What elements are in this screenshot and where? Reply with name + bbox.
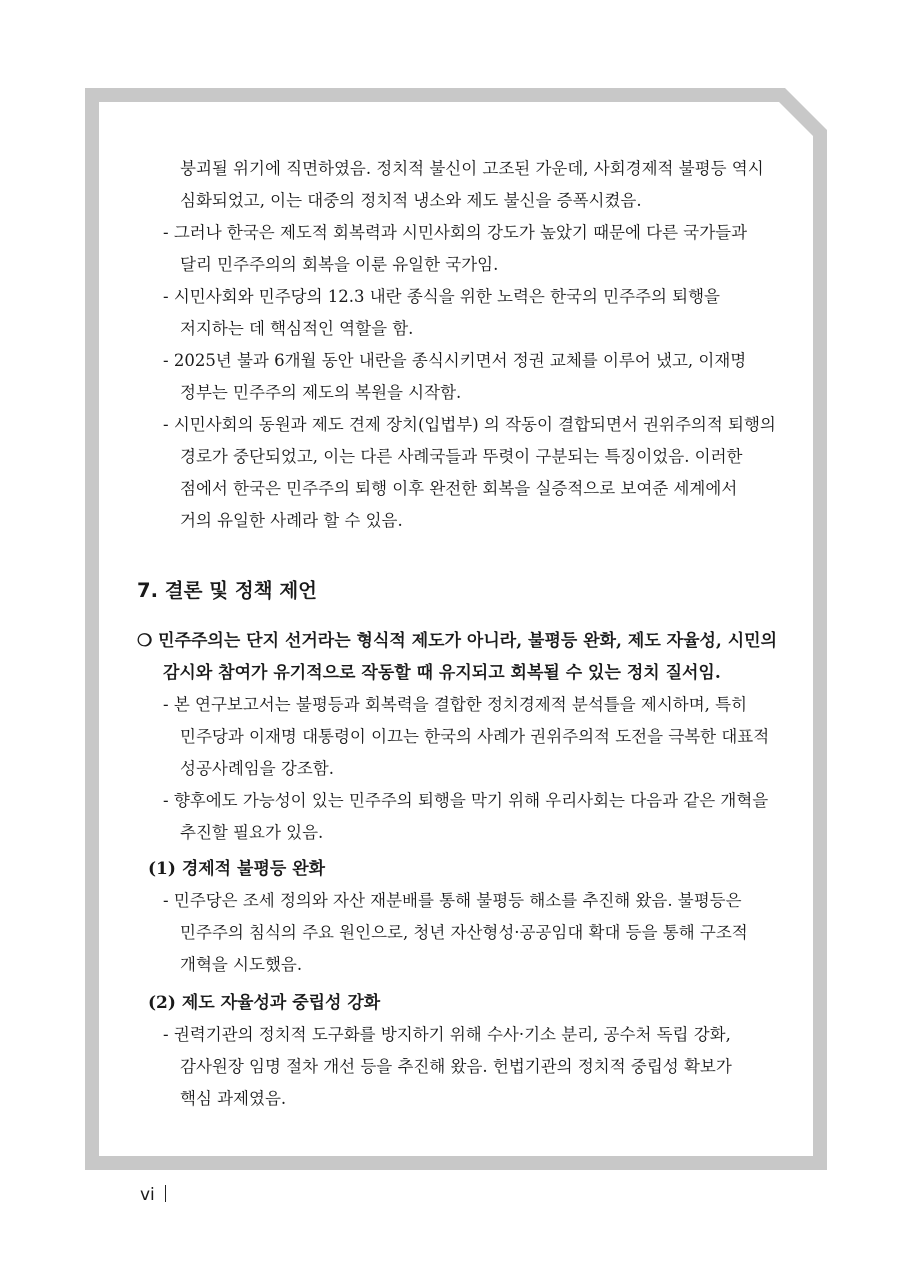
page-footer — [140, 1183, 166, 1207]
sub-heading-2: (2) 제도 자율성과 중립성 강화 — [148, 993, 381, 1013]
section-title: 7. 결론 및 정책 제언 — [137, 579, 317, 602]
text-line: 민주주의 침식의 주요 원인으로, 청년 자산형성·공공임대 확대 등을 통해 구조적 — [180, 923, 748, 942]
text-line: 개혁을 시도했음. — [180, 955, 303, 974]
bullet-item: - 시민사회와 민주당의 12.3 내란 종식을 위한 노력은 한국의 민주주의 퇴행을 — [163, 287, 720, 306]
page-number: vi — [140, 1185, 155, 1205]
bullet-item: - 민주당은 조세 정의와 자산 재분배를 통해 불평등 해소를 추진해 왔음. 불평등은 — [163, 891, 742, 910]
text-line: 붕괴될 위기에 직면하였음. 정치적 불신이 고조된 가운데, 사회경제적 불평등 역시 — [180, 159, 764, 178]
footer-divider — [165, 1185, 167, 1202]
bullet-item: - 향후에도 가능성이 있는 민주주의 퇴행을 막기 위해 우리사회는 다음과 같은 개혁을 — [163, 791, 769, 810]
bullet-item: - 2025년 불과 6개월 동안 내란을 종식시키면서 정권 교체를 이루어 냈고, 이재명 — [163, 351, 747, 370]
text-line: 감사원장 임명 절차 개선 등을 추진해 왔음. 헌법기관의 정치적 중립성 확보가 — [180, 1057, 732, 1076]
bullet-item: - 권력기관의 정치적 도구화를 방지하기 위해 수사·기소 분리, 공수처 독립 강화, — [163, 1025, 731, 1044]
text-line: 달리 민주주의의 회복을 이룬 유일한 국가임. — [180, 255, 499, 274]
text-line: 민주당과 이재명 대통령이 이끄는 한국의 사례가 권위주의적 도전을 극복한 대표적 — [180, 727, 770, 746]
text-line: 저지하는 데 핵심적인 역할을 함. — [180, 319, 414, 338]
text-line: 경로가 중단되었고, 이는 다른 사례국들과 뚜렷이 구분되는 특징이었음. 이러한 — [180, 447, 743, 466]
bullet-item: - 본 연구보고서는 불평등과 회복력을 결합한 정치경제적 분석틀을 제시하며, 특히 — [163, 695, 748, 714]
text-line: 거의 유일한 사례라 할 수 있음. — [180, 511, 403, 530]
text-line: 핵심 과제였음. — [180, 1089, 287, 1108]
bullet-item: - 시민사회의 동원과 제도 견제 장치(입법부) 의 작동이 결합되면서 권위주의적 퇴행의 — [163, 415, 776, 434]
main-point: ❍ 민주주의는 단지 선거라는 형식적 제도가 아니라, 불평등 완화, 제도 자율성, 시민의 — [137, 631, 778, 651]
main-point-cont: 감시와 참여가 유기적으로 작동할 때 유지되고 회복될 수 있는 정치 질서임. — [163, 663, 721, 683]
text-line: 점에서 한국은 민주주의 퇴행 이후 완전한 회복을 실증적으로 보여준 세계에서 — [180, 479, 738, 498]
text-line: 성공사례임을 강조함. — [180, 759, 334, 778]
text-line: 추진할 필요가 있음. — [180, 823, 324, 842]
sub-heading-1: (1) 경제적 불평등 완화 — [148, 859, 326, 879]
bullet-item: - 그러나 한국은 제도적 회복력과 시민사회의 강도가 높았기 때문에 다른 국가들과 — [163, 223, 748, 242]
text-line: 정부는 민주주의 제도의 복원을 시작함. — [180, 383, 462, 402]
text-line: 심화되었고, 이는 대중의 정치적 냉소와 제도 불신을 증폭시켰음. — [180, 191, 642, 210]
